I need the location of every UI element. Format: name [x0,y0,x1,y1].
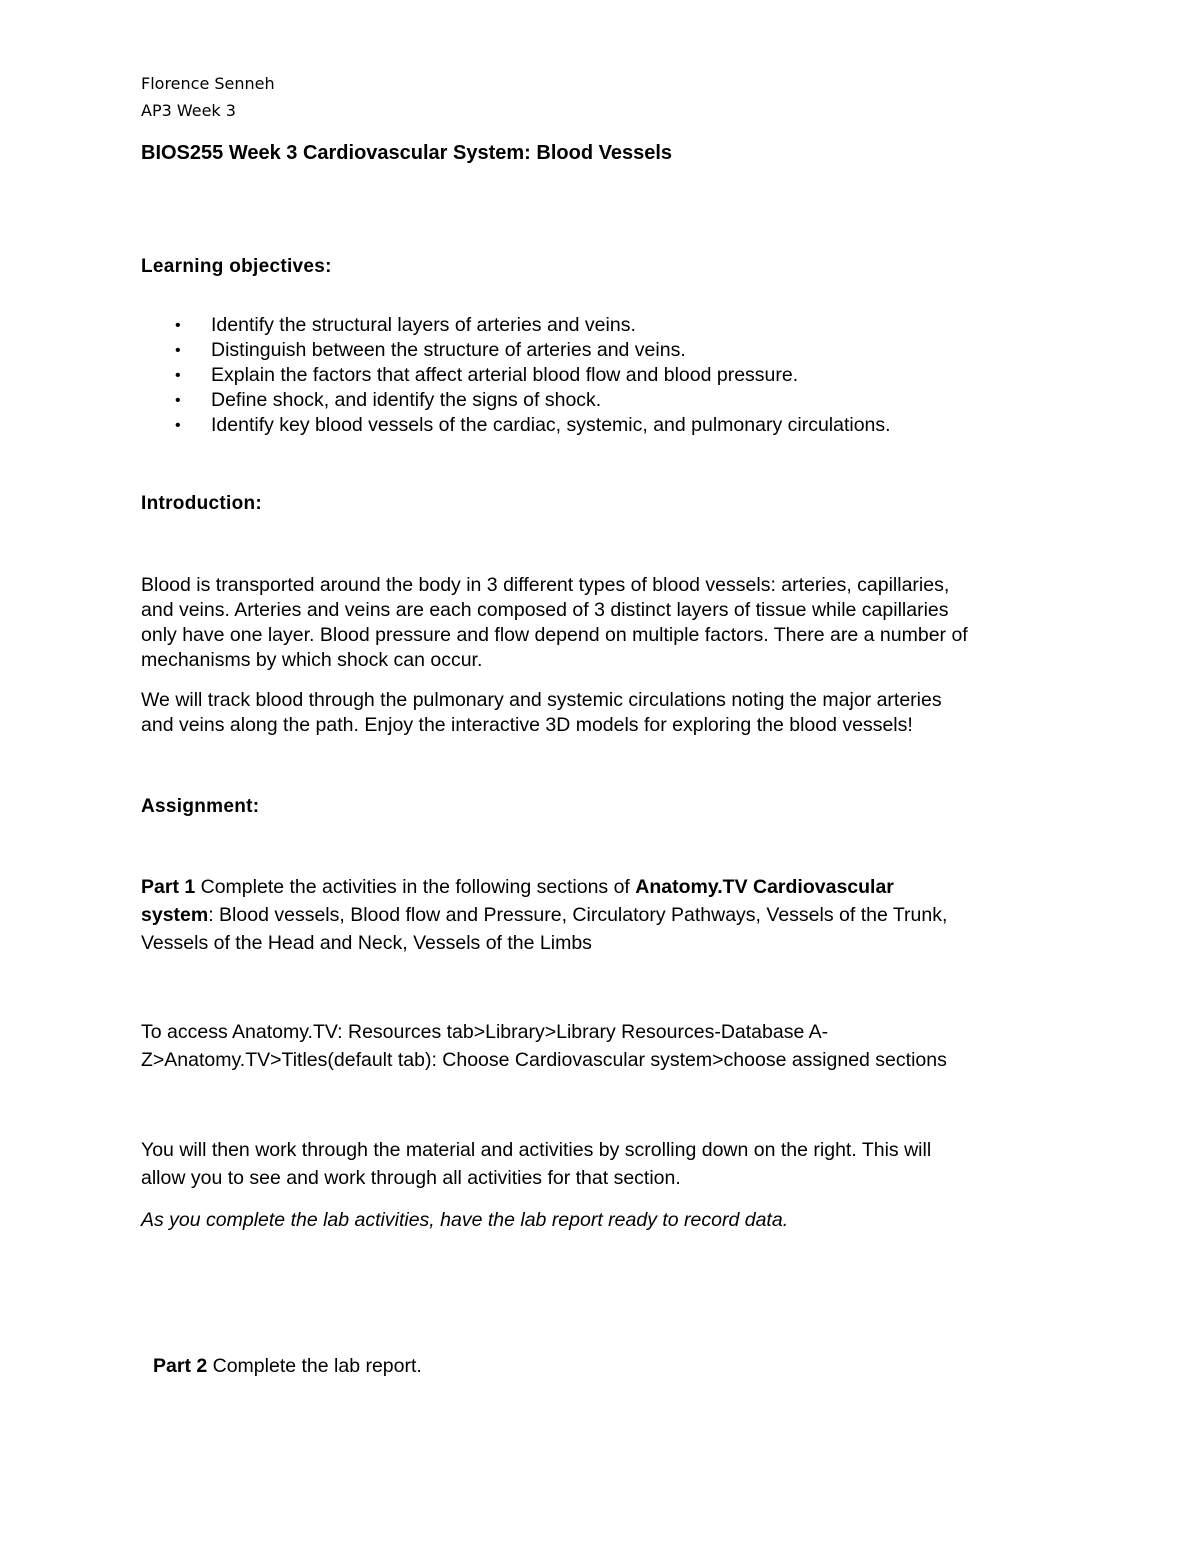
document-title: BIOS255 Week 3 Cardiovascular System: Blood Vessels [141,142,672,164]
learning-objectives-list [141,313,891,438]
course-week: AP3 Week 3 [141,101,236,120]
bullet-icon: • [175,392,181,409]
part-1-paragraph [141,873,947,957]
part-2-paragraph: Part 2 Complete the lab report. [153,1355,422,1377]
list-item [141,388,891,413]
introduction-paragraph-2 [141,688,942,738]
list-item-text: Define shock, and identify the signs of shock. [211,389,602,411]
list-item [141,363,891,388]
learning-objectives-heading: Learning objectives: [141,256,332,277]
list-item-text: Distinguish between the structure of arteries and veins. [211,339,686,361]
part-2-label: Part 2 [153,1355,208,1377]
author-name: Florence Senneh [141,74,275,93]
paragraph-line: system: Blood vessels, Blood flow and Pressure, Circulatory Pathways, Vessels of the Trunk, [141,904,948,926]
list-item-text: Identify the structural layers of arteries and veins. [211,314,636,336]
paragraph-line: allow you to see and work through all activities for that section. [141,1167,681,1189]
list-item [141,313,891,338]
paragraph-line: Part 1 Complete the activities in the following sections of Anatomy.TV Cardiovascular [141,876,894,898]
list-item [141,413,891,438]
assignment-heading: Assignment: [141,796,260,817]
paragraph-line: Z>Anatomy.TV>Titles(default tab): Choose Cardiovascular system>choose assigned sections [141,1049,947,1071]
scroll-instructions [141,1136,931,1192]
bullet-icon: • [175,417,181,434]
paragraph-line: Blood is transported around the body in 3 different types of blood vessels: arteries, capillaries, [141,574,950,596]
part-1-label: Part 1 [141,876,196,898]
bullet-icon: • [175,367,181,384]
bullet-icon: • [175,317,181,334]
paragraph-line: Vessels of the Head and Neck, Vessels of the Limbs [141,932,592,954]
lab-report-note: As you complete the lab activities, have the lab report ready to record data. [141,1209,789,1231]
list-item [141,338,891,363]
paragraph-line: You will then work through the material and activities by scrolling down on the right. This will [141,1139,932,1161]
bullet-icon: • [175,342,181,359]
paragraph-line: only have one layer. Blood pressure and flow depend on multiple factors. There are a number of [141,624,968,646]
introduction-paragraph-1 [141,573,968,673]
paragraph-line: We will track blood through the pulmonary and systemic circulations noting the major arteries [141,689,942,711]
introduction-heading: Introduction: [141,493,263,514]
access-instructions [141,1018,947,1074]
anatomy-tv-title: Anatomy.TV Cardiovascular [635,876,894,898]
list-item-text: Identify key blood vessels of the cardiac, systemic, and pulmonary circulations. [211,414,891,436]
paragraph-line: and veins along the path. Enjoy the interactive 3D models for exploring the blood vessels! [141,714,913,736]
paragraph-line: mechanisms by which shock can occur. [141,649,483,671]
paragraph-line: To access Anatomy.TV: Resources tab>Library>Library Resources-Database A- [141,1021,829,1043]
list-item-text: Explain the factors that affect arterial blood flow and blood pressure. [211,364,799,386]
paragraph-line: and veins. Arteries and veins are each composed of 3 distinct layers of tissue while capillaries [141,599,949,621]
